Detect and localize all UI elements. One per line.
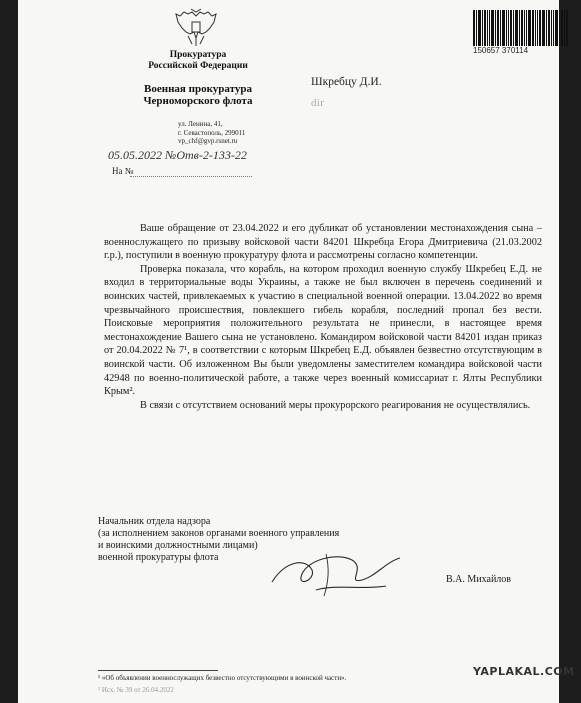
sender-address <box>178 120 308 146</box>
office-line1: Военная прокуратура <box>144 83 252 95</box>
signatory-line2: (за исполнением законов органами военного управления <box>98 528 340 539</box>
signatory-name: В.А. Михайлов <box>446 574 512 585</box>
reply-to-label: На № <box>112 166 134 176</box>
sender-office <box>98 83 298 107</box>
signatory-line4: военной прокуратуры флота <box>98 552 219 563</box>
footnote-1: ¹ «Об объявлении военнослужащих безвестно отсутствующими в воинской части». <box>98 674 347 682</box>
recipient-name: Шкребцу Д.И. <box>311 76 382 88</box>
site-watermark: YAPLAKAL.COM <box>473 665 575 678</box>
address-email: vp_chf@gvp.rsnet.ru <box>178 137 238 145</box>
letter-page <box>18 0 575 703</box>
registration-date-number: 05.05.2022 №Отв-2-133-22 <box>108 148 247 162</box>
footnote-2: ² Исх. № 39 от 26.04.2022 <box>98 686 174 694</box>
address-city: г. Севастополь, 299011 <box>178 128 246 137</box>
barcode-number: 150657 370114 <box>473 46 529 55</box>
signatory-line3: и воинскими должностными лицами) <box>98 540 258 551</box>
reply-to-line <box>130 176 252 177</box>
body-paragraph: Проверка показала, что корабль, на котором проходил военную службу Шкребец Е.Д. не входил в территориальные воды Украины, а также не был включен в перечень соединений и воинских частей, привлекаемых к участию в специальной военной операции. 13.04.2022 во время чрезвычайного происшествия, повлекшего гибель корабля, последний пропал без вести. Поисковые мероприятия положительного результата не принесли, в настоящее время местонахождение Вашего сына не установлено. Командиром войсковой части 84201 издан приказ от 20.04.2022 № 7¹, в соответствии с которым Шкребец Е.Д. объявлен безвестно отсутствующим в воинской части. Об изложенном Вы были уведомлены заместителем командира войсковой части 42948 по военно-политической работе, а также через военный комиссариат г. Ялты Республики Крым². <box>104 263 542 398</box>
footnote-divider <box>98 670 218 671</box>
double-headed-eagle-emblem-icon <box>174 8 218 48</box>
handwritten-signature-icon <box>266 540 416 602</box>
letter-body <box>104 222 542 412</box>
office-line2: Черноморского флота <box>143 95 253 107</box>
sender-line1: Прокуратура <box>169 50 227 60</box>
sender-line2: Российской Федерации <box>148 61 248 71</box>
body-paragraph: В связи с отсутствием оснований меры прокурорского реагирования не осуществлялись. <box>140 399 531 411</box>
body-paragraph: Ваше обращение от 23.04.2022 и его дубликат об установлении местонахождения сына – военнослужащего по призыву войсковой части 84201 Шкребца Егора Дмитриевича (21.03.2002 г.р.), поступили в военную прокуратуру флота и рассмотрены согласно компетенции. <box>104 223 542 262</box>
address-street: ул. Ленина, 41, <box>178 120 223 128</box>
recipient-email: dir <box>311 97 325 109</box>
barcode-icon <box>473 10 581 46</box>
sender-organization <box>98 50 298 72</box>
signatory-line1: Начальник отдела надзора <box>98 516 211 527</box>
